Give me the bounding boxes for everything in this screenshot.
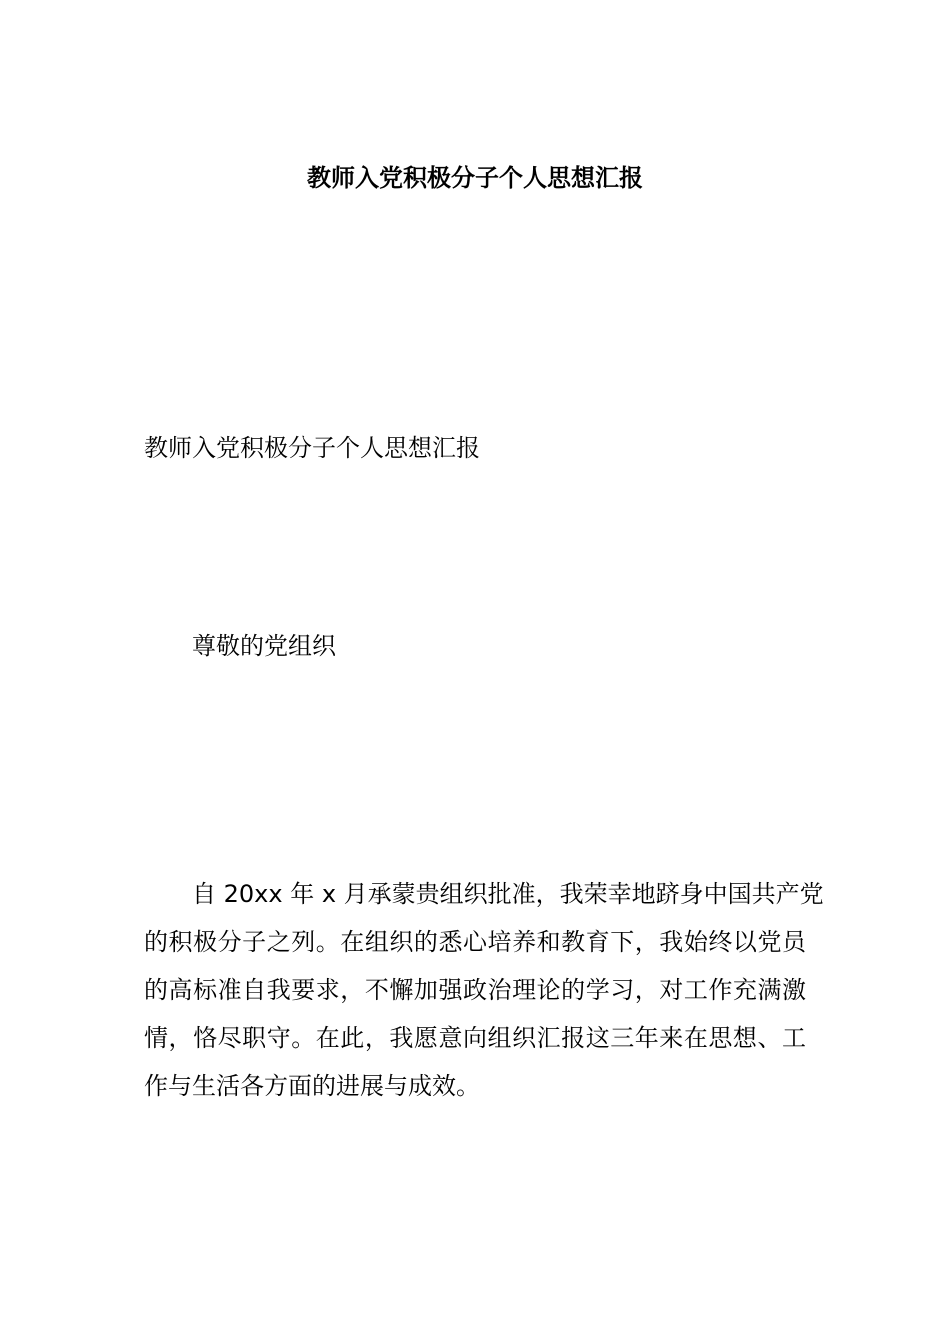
body-paragraph (144, 876, 824, 1116)
paragraph-line: 作与生活各方面的进展与成效。 (144, 1072, 480, 1100)
paragraph-line: 的高标准自我要求，不懈加强政治理论的学习，对工作充满激 (144, 976, 806, 1004)
paragraph-line: 情，恪尽职守。在此，我愿意向组织汇报这三年来在思想、工 (144, 1024, 806, 1052)
paragraph-line: 自 20xx 年 x 月承蒙贵组织批准，我荣幸地跻身中国共产党 (192, 880, 824, 908)
paragraph-line: 的积极分子之列。在组织的悉心培养和教育下，我始终以党员 (144, 928, 806, 956)
document-title: 教师入党积极分子个人思想汇报 (307, 164, 643, 192)
document-subtitle: 教师入党积极分子个人思想汇报 (144, 434, 480, 462)
salutation: 尊敬的党组织 (192, 632, 336, 660)
